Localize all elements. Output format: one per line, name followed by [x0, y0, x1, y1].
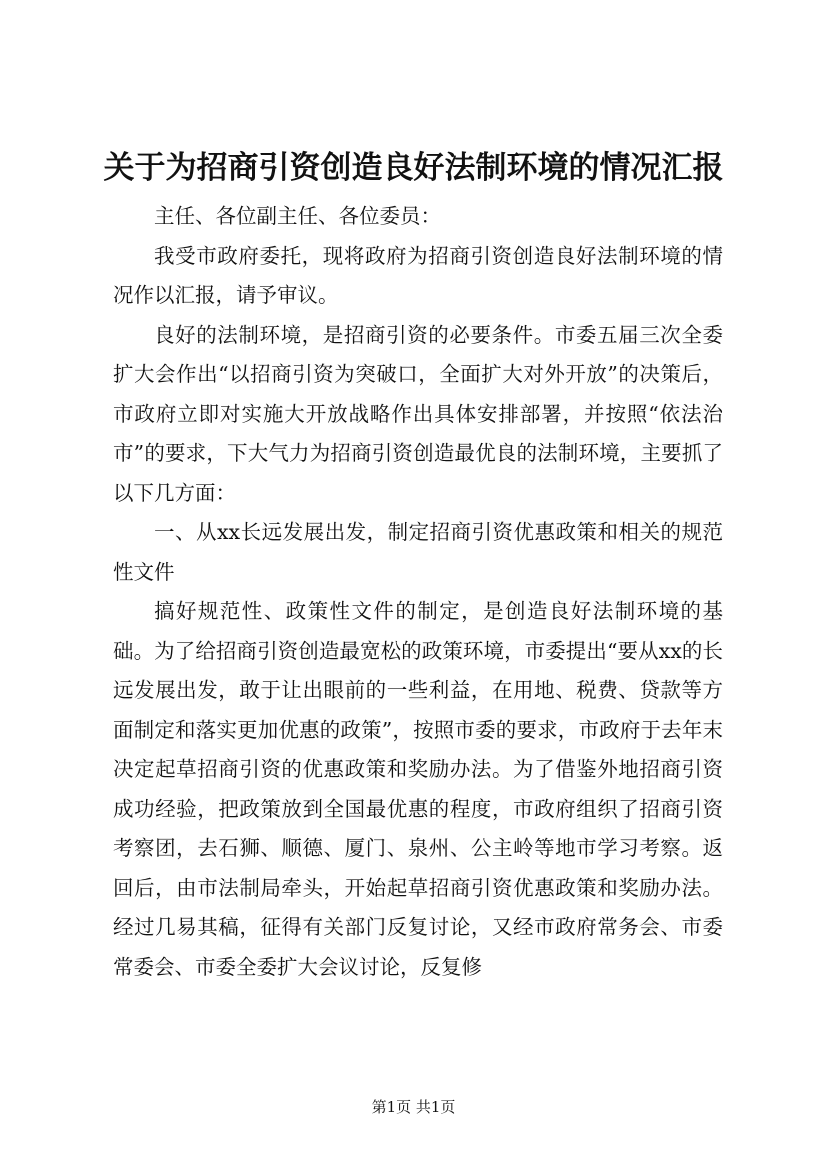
page-number-footer: 第1页 共1页	[371, 1098, 456, 1116]
document-title: 关于为招商引资创造良好法制环境的情况汇报	[103, 150, 724, 186]
body-paragraph: 搞好规范性、政策性文件的制定，是创造良好法制环境的基础。为了给招商引资创造最宽松的政策环境，市委提出“要从xx的长远发展出发，敢于让出眼前的一些利益，在用地、税费、贷款等方面制定和落实更加优惠的政策”，按照市委的要求，市政府于去年末决定起草招商引资的优惠政策和奖励办法。为了借鉴外地招商引资成功经验，把政策放到全国最优惠的程度，市政府组织了招商引资考察团，去石狮、顺德、厦门、泉州、公主岭等地市学习考察。返回后，由市法制局牵头，开始起草招商引资优惠政策和奖励办法。经过几易其稿，征得有关部门反复讨论，又经市政府常务会、市委常委会、市委全委扩大会议讨论，反复修	[113, 599, 723, 979]
body-paragraph: 我受市政府委托，现将政府为招商引资创造良好法制环境的情况作以汇报，请予审议。	[113, 243, 723, 307]
section-heading: 一、从xx长远发展出发，制定招商引资优惠政策和相关的规范性文件	[113, 520, 723, 584]
salutation-paragraph: 主任、各位副主任、各位委员：	[154, 204, 441, 228]
body-paragraph: 良好的法制环境，是招商引资的必要条件。市委五届三次全委扩大会作出“以招商引资为突破口，全面扩大对外开放”的决策后，市政府立即对实施大开放战略作出具体安排部署，并按照“依法治市”的要求，下大气力为招商引资创造最优良的法制环境，主要抓了以下几方面：	[113, 322, 723, 505]
document-body	[113, 197, 723, 987]
